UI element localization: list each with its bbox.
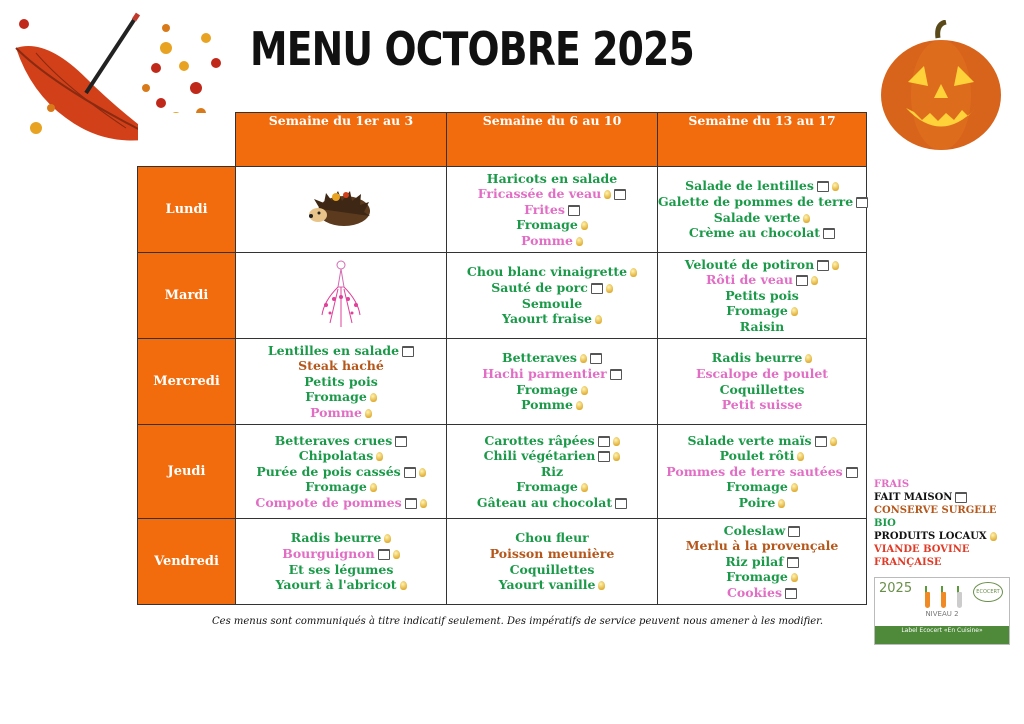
- menu-item: [447, 171, 657, 187]
- ecocert-logo: ECOCERT: [973, 582, 1003, 602]
- local-produce-icon: [576, 401, 583, 410]
- menu-item-text: Yaourt vanille: [498, 577, 596, 593]
- menu-item-text: Poisson meunière: [489, 545, 615, 561]
- menu-item-text: Semoule: [521, 295, 583, 311]
- menu-item: [447, 217, 657, 233]
- day-label: Mercredi: [138, 339, 236, 425]
- homemade-pot-icon: [591, 283, 603, 294]
- week-header-row: [138, 113, 867, 167]
- local-produce-icon: [581, 386, 588, 395]
- menu-item-text: Petits pois: [304, 373, 378, 389]
- legend-item: [874, 478, 997, 491]
- homemade-pot-icon: [402, 346, 414, 357]
- menu-item: [447, 350, 657, 366]
- homemade-pot-icon: [817, 260, 829, 271]
- local-produce-icon: [576, 237, 583, 246]
- menu-item: [236, 577, 446, 593]
- menu-item-text: Steak haché: [298, 358, 384, 374]
- menu-table: [137, 112, 867, 605]
- menu-item: [447, 366, 657, 382]
- menu-item: [658, 288, 866, 304]
- local-produce-icon: [830, 437, 837, 446]
- menu-item-text: Chou fleur: [515, 530, 589, 546]
- local-produce-icon: [613, 452, 620, 461]
- homemade-pot-icon: [823, 228, 835, 239]
- homemade-pot-icon: [378, 549, 390, 560]
- menu-item: [236, 389, 446, 405]
- local-produce-icon: [580, 354, 587, 363]
- menu-item-text: Poulet rôti: [719, 448, 795, 464]
- menu-item-text: Pomme: [521, 232, 573, 248]
- menu-item: [236, 343, 446, 359]
- local-produce-icon: [370, 393, 377, 402]
- week-header-2: Semaine du 6 au 10: [447, 113, 658, 167]
- day-row: [138, 339, 867, 425]
- homemade-pot-icon: [615, 498, 627, 509]
- local-produce-icon: [613, 437, 620, 446]
- menu-item: [658, 464, 866, 480]
- menu-item-text: Betteraves crues: [274, 432, 393, 448]
- homemade-pot-icon: [568, 205, 580, 216]
- homemade-pot-icon: [405, 498, 417, 509]
- homemade-pot-icon: [598, 451, 610, 462]
- badge-label: Label Ecocert «En Cuisine»: [875, 626, 1009, 644]
- homemade-pot-icon: [796, 275, 808, 286]
- menu-item: [236, 479, 446, 495]
- badge-level: NIVEAU 2: [925, 610, 959, 618]
- menu-item-text: Gâteau au chocolat: [476, 494, 613, 510]
- homemade-pot-icon: [787, 557, 799, 568]
- legend-item: [874, 491, 997, 504]
- jack-o-lantern-illustration: [878, 20, 1004, 152]
- carrot-icon: [941, 592, 946, 608]
- local-produce-icon: [598, 581, 605, 590]
- menu-item-text: Raisin: [739, 318, 785, 334]
- legend-label: BIO: [874, 518, 896, 529]
- menu-item-text: Yaourt à l'abricot: [275, 577, 397, 593]
- legend-label: VIANDE BOVINE: [874, 544, 970, 555]
- menu-item-text: Crème au chocolat: [688, 225, 821, 241]
- fairy-dress-illustration: [316, 257, 366, 331]
- menu-item-text: Fromage: [726, 569, 788, 585]
- menu-item-text: Poire: [738, 494, 776, 510]
- menu-item: [658, 523, 866, 539]
- legend-label: FRAIS: [874, 479, 910, 490]
- local-produce-icon: [832, 261, 839, 270]
- homemade-pot-icon: [785, 588, 797, 599]
- menu-item: [447, 202, 657, 218]
- menu-item: [658, 569, 866, 585]
- menu-item-text: Radis beurre: [711, 350, 803, 366]
- menu-item-text: Petit suisse: [721, 397, 803, 413]
- homemade-pot-icon: [598, 436, 610, 447]
- local-produce-icon: [630, 268, 637, 277]
- legend-item: [874, 530, 997, 543]
- local-produce-icon: [365, 409, 372, 418]
- menu-item-text: Cookies: [726, 584, 783, 600]
- menu-item: [658, 210, 866, 226]
- menu-item: [658, 585, 866, 601]
- local-produce-icon: [797, 452, 804, 461]
- homemade-pot-icon: [955, 492, 967, 503]
- day-label: Vendredi: [138, 519, 236, 605]
- legend-item: [874, 556, 997, 569]
- menu-cell: [447, 253, 658, 339]
- local-produce-icon: [805, 354, 812, 363]
- menu-item: [236, 530, 446, 546]
- menu-item: [447, 464, 657, 480]
- local-produce-icon: [791, 483, 798, 492]
- local-produce-icon: [803, 214, 810, 223]
- local-produce-icon: [393, 550, 400, 559]
- menu-item-text: Carottes râpées: [484, 432, 595, 448]
- menu-cell: [236, 253, 447, 339]
- local-produce-icon: [811, 276, 818, 285]
- local-produce-icon: [419, 468, 426, 477]
- menu-item: [236, 448, 446, 464]
- menu-item: [658, 225, 866, 241]
- menu-cell: [658, 425, 867, 519]
- day-label: Mardi: [138, 253, 236, 339]
- menu-item: [447, 479, 657, 495]
- legend-label: FAIT MAISON: [874, 492, 953, 503]
- week-header-1: Semaine du 1er au 3: [236, 113, 447, 167]
- menu-item-text: Merlu à la provençale: [685, 538, 839, 554]
- menu-item-text: Petits pois: [725, 287, 799, 303]
- menu-item: [447, 186, 657, 202]
- menu-item: [447, 448, 657, 464]
- menu-item-text: Escalope de poulet: [695, 365, 829, 381]
- homemade-pot-icon: [590, 353, 602, 364]
- menu-item-text: Coquillettes: [719, 381, 805, 397]
- menu-item: [447, 546, 657, 562]
- hedgehog-illustration: [306, 183, 376, 233]
- local-produce-icon: [778, 499, 785, 508]
- menu-item-text: Pomme: [310, 404, 362, 420]
- menu-cell: [236, 519, 447, 605]
- menu-cell: [658, 253, 867, 339]
- menu-item: [447, 233, 657, 249]
- menu-cell: [447, 519, 658, 605]
- menu-item-text: Compote de pommes: [255, 494, 402, 510]
- menu-cell: [658, 339, 867, 425]
- menu-cell: [447, 425, 658, 519]
- menu-item-text: Pommes de terre sautées: [666, 463, 843, 479]
- menu-item: [658, 319, 866, 335]
- header-corner: [138, 113, 236, 167]
- menu-item: [236, 546, 446, 562]
- menu-item: [658, 178, 866, 194]
- badge-year: 2025: [879, 581, 913, 596]
- local-produce-icon: [370, 483, 377, 492]
- menu-item: [447, 495, 657, 511]
- local-produce-icon: [400, 581, 407, 590]
- homemade-pot-icon: [815, 436, 827, 447]
- menu-item-text: Fromage: [516, 381, 578, 397]
- homemade-pot-icon: [788, 526, 800, 537]
- homemade-pot-icon: [395, 436, 407, 447]
- menu-item-text: Riz pilaf: [725, 553, 784, 569]
- menu-item-text: Yaourt fraise: [502, 311, 592, 327]
- menu-cell: [447, 167, 658, 253]
- menu-item: [447, 562, 657, 578]
- menu-item: [658, 272, 866, 288]
- menu-item-text: Rôti de veau: [705, 272, 794, 288]
- menu-item: [658, 382, 866, 398]
- menu-item: [658, 257, 866, 273]
- menu-cell: [447, 339, 658, 425]
- menu-item-text: Velouté de potiron: [684, 256, 815, 272]
- local-produce-icon: [595, 315, 602, 324]
- menu-item: [236, 433, 446, 449]
- homemade-pot-icon: [846, 467, 858, 478]
- homemade-pot-icon: [856, 197, 868, 208]
- menu-item-text: Frites: [524, 201, 565, 217]
- menu-item: [658, 303, 866, 319]
- menu-item: [658, 554, 866, 570]
- local-produce-icon: [832, 182, 839, 191]
- menu-item-text: Salade verte: [713, 209, 801, 225]
- homemade-pot-icon: [404, 467, 416, 478]
- menu-item-text: Betteraves: [502, 350, 577, 366]
- menu-item: [236, 405, 446, 421]
- homemade-pot-icon: [610, 369, 622, 380]
- legend: [874, 478, 997, 569]
- menu-item: [447, 264, 657, 280]
- menu-item-text: Coquillettes: [509, 561, 595, 577]
- menu-item-text: Fromage: [726, 479, 788, 495]
- legend-label: PRODUITS LOCAUX: [874, 531, 987, 542]
- menu-cell: [658, 519, 867, 605]
- menu-item-text: Purée de pois cassés: [256, 463, 401, 479]
- local-produce-icon: [376, 452, 383, 461]
- menu-item: [236, 562, 446, 578]
- menu-cell: [236, 425, 447, 519]
- menu-item-text: Pomme: [521, 397, 573, 413]
- legend-label: CONSERVE SURGELE: [874, 505, 997, 516]
- menu-item: [236, 374, 446, 390]
- menu-item-text: Chili végétarien: [483, 448, 596, 464]
- menu-item-text: Fromage: [305, 479, 367, 495]
- menu-item-text: Fromage: [305, 389, 367, 405]
- day-row: [138, 167, 867, 253]
- menu-item-text: Bourguignon: [282, 545, 375, 561]
- local-produce-icon: [581, 221, 588, 230]
- week-header-3: Semaine du 13 au 17: [658, 113, 867, 167]
- homemade-pot-icon: [614, 189, 626, 200]
- menu-item-text: Chou blanc vinaigrette: [466, 264, 628, 280]
- day-row: [138, 253, 867, 339]
- carrot-icon: [957, 592, 962, 608]
- menu-item: [658, 366, 866, 382]
- menu-item: [658, 479, 866, 495]
- menu-item: [658, 495, 866, 511]
- menu-cell: [236, 167, 447, 253]
- carrot-icon: [925, 592, 930, 608]
- menu-item: [658, 397, 866, 413]
- menu-item-text: Lentilles en salade: [267, 342, 400, 358]
- local-produce-icon: [791, 573, 798, 582]
- ecocert-label-badge: [874, 577, 1010, 645]
- menu-cell: [236, 339, 447, 425]
- local-produce-icon: [384, 534, 391, 543]
- menu-item: [447, 577, 657, 593]
- menu-item-text: Fromage: [516, 479, 578, 495]
- menu-item: [447, 280, 657, 296]
- menu-item-text: Haricots en salade: [486, 170, 618, 186]
- legend-item: [874, 517, 997, 530]
- menu-item: [658, 194, 866, 210]
- menu-item-text: Fromage: [726, 303, 788, 319]
- menu-title: MENU OCTOBRE 2025: [250, 22, 694, 76]
- day-label: Lundi: [138, 167, 236, 253]
- menu-item: [447, 433, 657, 449]
- day-row: [138, 519, 867, 605]
- legend-item: [874, 543, 997, 556]
- menu-item-text: Fromage: [516, 217, 578, 233]
- menu-item-text: Sauté de porc: [491, 279, 588, 295]
- menu-item: [658, 433, 866, 449]
- menu-item-text: Salade de lentilles: [685, 178, 814, 194]
- menu-item-text: Hachi parmentier: [482, 365, 607, 381]
- menu-item-text: Et ses légumes: [288, 561, 394, 577]
- legend-label: FRANÇAISE: [874, 557, 942, 568]
- menu-item-text: Riz: [540, 463, 564, 479]
- menu-item: [658, 538, 866, 554]
- menu-item: [236, 495, 446, 511]
- local-produce-icon: [791, 307, 798, 316]
- day-row: [138, 425, 867, 519]
- menu-item: [447, 296, 657, 312]
- menu-item: [447, 397, 657, 413]
- day-label: Jeudi: [138, 425, 236, 519]
- legend-item: [874, 504, 997, 517]
- local-produce-icon: [604, 190, 611, 199]
- homemade-pot-icon: [817, 181, 829, 192]
- local-produce-icon: [606, 284, 613, 293]
- menu-item: [658, 448, 866, 464]
- menu-item: [658, 350, 866, 366]
- menu-item: [447, 382, 657, 398]
- menu-cell: [658, 167, 867, 253]
- menu-item-text: Radis beurre: [290, 530, 382, 546]
- menu-item-text: Coleslaw: [723, 522, 786, 538]
- menu-item: [236, 464, 446, 480]
- menu-item: [236, 358, 446, 374]
- local-produce-icon: [420, 499, 427, 508]
- local-produce-icon: [581, 483, 588, 492]
- local-produce-icon: [990, 532, 997, 541]
- menu-body: [138, 167, 867, 605]
- disclaimer-note: Ces menus sont communiqués à titre indicatif seulement. Des impératifs de service peuvent nous amener à les modifier.: [212, 616, 824, 627]
- menu-item-text: Galette de pommes de terre: [658, 193, 854, 209]
- menu-item-text: Salade verte maïs: [687, 432, 812, 448]
- menu-item-text: Chipolatas: [298, 448, 374, 464]
- menu-item-text: Fricassée de veau: [477, 186, 602, 202]
- menu-item: [447, 311, 657, 327]
- menu-item: [447, 530, 657, 546]
